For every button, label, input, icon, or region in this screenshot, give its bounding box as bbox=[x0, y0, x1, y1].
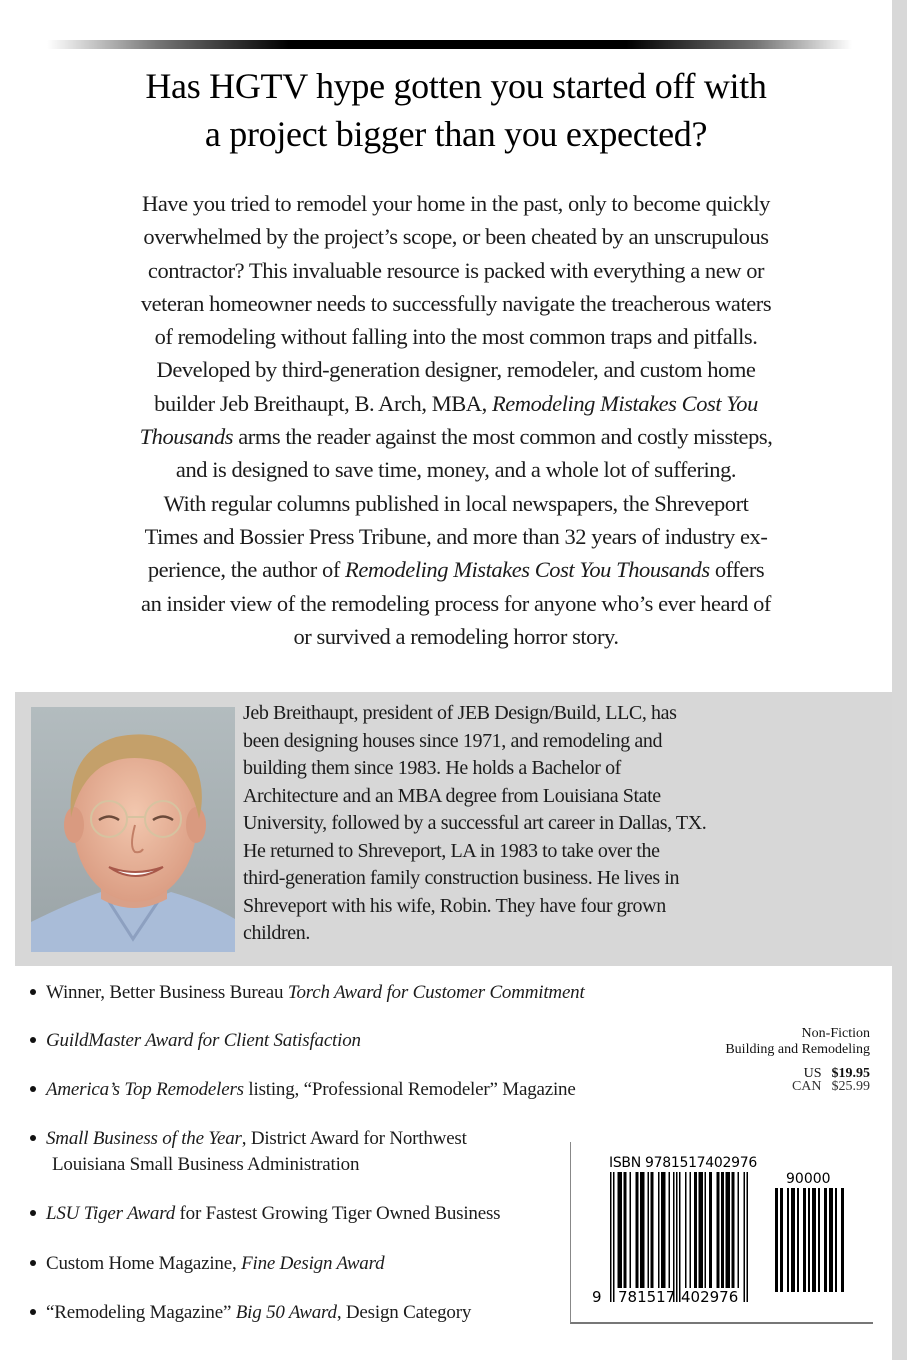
price-can-value: $25.99 bbox=[831, 1079, 870, 1094]
italic-title-text: Big 50 Award bbox=[235, 1302, 337, 1323]
italic-title-text: Remodeling Mistakes Cost You bbox=[491, 390, 758, 416]
book-description bbox=[22, 187, 890, 653]
bio-line: building them since 1983. He holds a Bachelor of bbox=[243, 757, 621, 779]
bio-line: He returned to Shreveport, LA in 1983 to take over the bbox=[243, 839, 660, 862]
price-block bbox=[792, 1067, 870, 1093]
text-run: Winner, Better Business Bureau bbox=[46, 982, 288, 1003]
isbn-barcode-icon bbox=[610, 1172, 760, 1302]
isbn-label: ISBN 9781517402976 bbox=[609, 1155, 757, 1171]
italic-title-text: LSU Tiger Award bbox=[46, 1203, 175, 1224]
text-run: Have you tried to remodel your home in the past, only to become quickly bbox=[142, 191, 770, 216]
text-run: , District Award for Northwest bbox=[241, 1128, 467, 1149]
bullet-icon bbox=[30, 989, 36, 995]
text-run: Custom Home Magazine, bbox=[46, 1253, 242, 1274]
bio-line: been designing houses since 1971, and remodeling and bbox=[243, 729, 663, 752]
right-edge-strip bbox=[892, 0, 907, 1360]
headline-line-1: Has HGTV hype gotten you started off with bbox=[145, 66, 767, 106]
text-run: of remodeling without falling into the most common traps and pitfalls. bbox=[154, 324, 758, 350]
barcode-digit-group-1: 781517 bbox=[618, 1288, 676, 1306]
bio-line: Architecture and an MBA degree from Louisiana State bbox=[243, 784, 661, 807]
award-item bbox=[30, 1126, 467, 1178]
author-bio-box bbox=[15, 692, 892, 966]
italic-title-text: America’s Top Remodelers bbox=[46, 1079, 244, 1100]
text-run: offers bbox=[709, 557, 765, 583]
description-line bbox=[22, 587, 890, 620]
italic-title-text: GuildMaster Award for Client Satisfaction bbox=[46, 1030, 361, 1051]
text-run: With regular columns published in local newspapers, the Shreveport bbox=[163, 490, 749, 516]
description-line bbox=[22, 353, 890, 386]
barcode-digit-group-2: 402976 bbox=[681, 1288, 739, 1306]
italic-title-text: Remodeling Mistakes Cost You Thousands bbox=[345, 557, 710, 583]
bullet-icon bbox=[30, 1086, 36, 1092]
bio-line: University, followed by a successful art career in Dallas, TX. bbox=[243, 812, 707, 834]
text-run: overwhelmed by the project’s scope, or been cheated by an unscrupulous bbox=[143, 224, 769, 250]
italic-title-text: Small Business of the Year bbox=[46, 1128, 242, 1149]
bio-line: children. bbox=[243, 922, 310, 944]
bullet-icon bbox=[30, 1210, 36, 1216]
author-portrait-image bbox=[31, 707, 235, 952]
text-run: perience, the author of bbox=[147, 557, 346, 583]
description-line bbox=[22, 287, 890, 320]
italic-title-text: Fine Design Award bbox=[241, 1253, 385, 1274]
author-bio-text bbox=[243, 700, 803, 948]
description-line bbox=[22, 553, 890, 586]
text-run: builder Jeb Breithaupt, B. Arch, MBA, bbox=[154, 390, 492, 416]
description-line bbox=[22, 620, 890, 653]
bullet-icon bbox=[30, 1037, 36, 1043]
text-run: “Remodeling Magazine” bbox=[46, 1302, 236, 1323]
barcode-addon-number: 90000 bbox=[786, 1171, 831, 1187]
author-photo bbox=[31, 707, 235, 952]
italic-title-text: Torch Award for Customer Commitment bbox=[287, 982, 585, 1003]
award-item bbox=[30, 1201, 500, 1227]
bullet-icon bbox=[30, 1260, 36, 1266]
genre-category bbox=[725, 1026, 870, 1058]
bullet-icon bbox=[30, 1135, 36, 1141]
award-item bbox=[30, 1300, 471, 1326]
text-run: and is designed to save time, money, and a whole lot of suffering. bbox=[175, 457, 737, 483]
text-run: an insider view of the remodeling process for anyone who’s ever heard of bbox=[141, 590, 771, 616]
bio-line: Shreveport with his wife, Robin. They have four grown bbox=[243, 894, 666, 917]
bio-line: Jeb Breithaupt, president of JEB Design/Build, LLC, has bbox=[243, 702, 677, 724]
headline bbox=[20, 62, 892, 158]
text-run: contractor? This invaluable resource is packed with everything a new or bbox=[147, 257, 765, 283]
award-item bbox=[30, 1077, 576, 1103]
bullet-icon bbox=[30, 1309, 36, 1315]
price-us-value: $19.95 bbox=[831, 1066, 870, 1081]
top-divider-rule bbox=[47, 40, 852, 49]
price-us-label: US bbox=[803, 1066, 822, 1081]
text-run: for Fastest Growing Tiger Owned Business bbox=[175, 1203, 501, 1224]
description-line bbox=[22, 520, 890, 553]
text-run: listing, “Professional Remodeler” Magazine bbox=[243, 1079, 576, 1100]
award-item bbox=[30, 1251, 384, 1277]
text-run: Developed by third-generation designer, remodeler, and custom home bbox=[156, 357, 756, 383]
text-run: arms the reader against the most common and costly missteps, bbox=[233, 424, 773, 450]
addon-barcode-icon bbox=[775, 1188, 853, 1292]
description-line bbox=[22, 220, 890, 253]
category-line-1: Non-Fiction bbox=[801, 1026, 870, 1041]
award-item bbox=[30, 980, 585, 1006]
description-line bbox=[22, 387, 890, 420]
description-line bbox=[22, 187, 890, 220]
description-line bbox=[22, 320, 890, 353]
description-line bbox=[22, 453, 890, 486]
text-run: veteran homeowner needs to successfully navigate the treacherous waters bbox=[140, 290, 772, 316]
award-continuation: Louisiana Small Business Administration bbox=[52, 1154, 360, 1175]
description-line bbox=[22, 487, 890, 520]
bio-line: third-generation family construction business. He lives in bbox=[243, 867, 680, 889]
headline-line-2: a project bigger than you expected? bbox=[204, 114, 708, 154]
description-line bbox=[22, 420, 890, 453]
barcode-digit-first: 9 bbox=[592, 1288, 602, 1306]
price-can bbox=[792, 1080, 870, 1093]
text-run: Times and Bossier Press Tribune, and more than 32 years of industry ex- bbox=[144, 523, 768, 549]
category-line-2: Building and Remodeling bbox=[725, 1042, 870, 1057]
text-run: , Design Category bbox=[336, 1302, 472, 1323]
italic-title-text: Thousands bbox=[139, 424, 234, 450]
text-run: or survived a remodeling horror story. bbox=[293, 623, 619, 649]
description-line bbox=[22, 254, 890, 287]
award-item bbox=[30, 1028, 361, 1054]
price-can-label: CAN bbox=[791, 1079, 822, 1094]
